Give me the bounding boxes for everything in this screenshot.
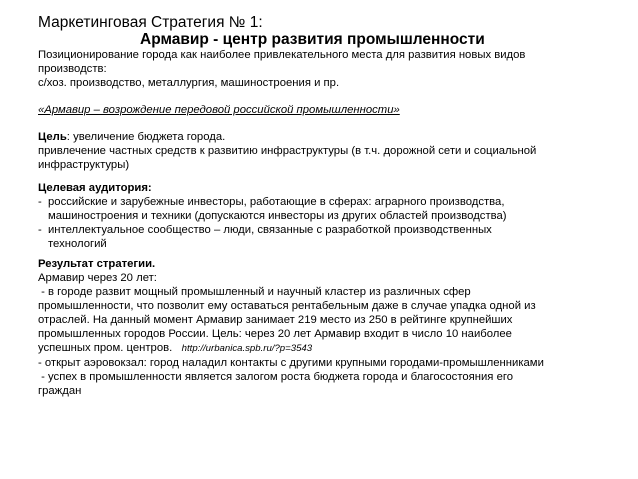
success-line-1: - успех в промышленности является залогом роста бюджета города и благосостояния его — [38, 371, 514, 383]
success-line-2: граждан — [38, 385, 82, 397]
result-line: отраслей. На данный момент Армавир занимает 219 место из 250 в рейтинге крупнейших — [38, 314, 513, 326]
audience-item — [38, 195, 630, 223]
audience-item-line-1: интеллектуальное сообщество – люди, связанные с разработкой производственных — [48, 224, 492, 236]
airport-line: - открыт аэровокзал: город наладил контакты с другими крупными городами-промышленниками — [38, 357, 544, 369]
goal-text: : увеличение бюджета города. — [66, 131, 226, 143]
positioning-line-2: производств: — [38, 63, 107, 75]
spacer — [38, 117, 630, 130]
result-line-with-link — [38, 341, 630, 356]
slide-title: Маркетинговая Стратегия № 1: — [38, 14, 263, 31]
positioning-line-1: Позиционирование города как наиболее привлекательного места для развития новых видов — [38, 49, 526, 61]
bullet-dash: - — [38, 224, 42, 236]
result-label: Результат стратегии. — [38, 258, 156, 270]
result-line: - в городе развит мощный промышленный и научный кластер из различных сфер — [38, 286, 471, 298]
goal-line-2: привлечение частных средств к развитию инфраструктуры (в т.ч. дорожной сети и социальной — [38, 145, 537, 157]
bullet-dash: - — [38, 196, 42, 208]
audience-label: Целевая аудитория: — [38, 182, 152, 194]
source-link[interactable]: http://urbanica.spb.ru/?p=3543 — [181, 343, 313, 354]
slogan: «Армавир – возрождение передовой российской промышленности» — [38, 104, 400, 116]
result-intro: Армавир через 20 лет: — [38, 272, 157, 284]
slide-subtitle: Армавир - центр развития промышленности — [140, 31, 485, 48]
goal-line-3: инфраструктуры) — [38, 159, 130, 171]
result-line: промышленности, что позволит ему оставаться рентабельным даже в случае упадка одной из — [38, 300, 536, 312]
positioning-line-3: с/хоз. производство, металлургия, машиностроения и пр. — [38, 77, 340, 89]
result-line: промышленных городов России. Цель: через 20 лет Армавир входит в число 10 наиболее — [38, 328, 512, 340]
slide-content — [38, 14, 630, 398]
audience-item-line-1: российские и зарубежные инвесторы, работающие в сферах: аграрного производства, — [48, 196, 505, 208]
result-line-text: успешных пром. центров. — [38, 342, 173, 354]
spacer — [38, 90, 630, 103]
audience-item-line-2: машиностроения и техники (допускаются инвесторы из других областей производства) — [48, 210, 507, 222]
goal-label: Цель — [38, 131, 67, 143]
goal-line-1 — [38, 130, 630, 144]
audience-item-line-2: технологий — [48, 238, 107, 250]
spacer — [38, 172, 630, 181]
audience-item — [38, 223, 630, 251]
